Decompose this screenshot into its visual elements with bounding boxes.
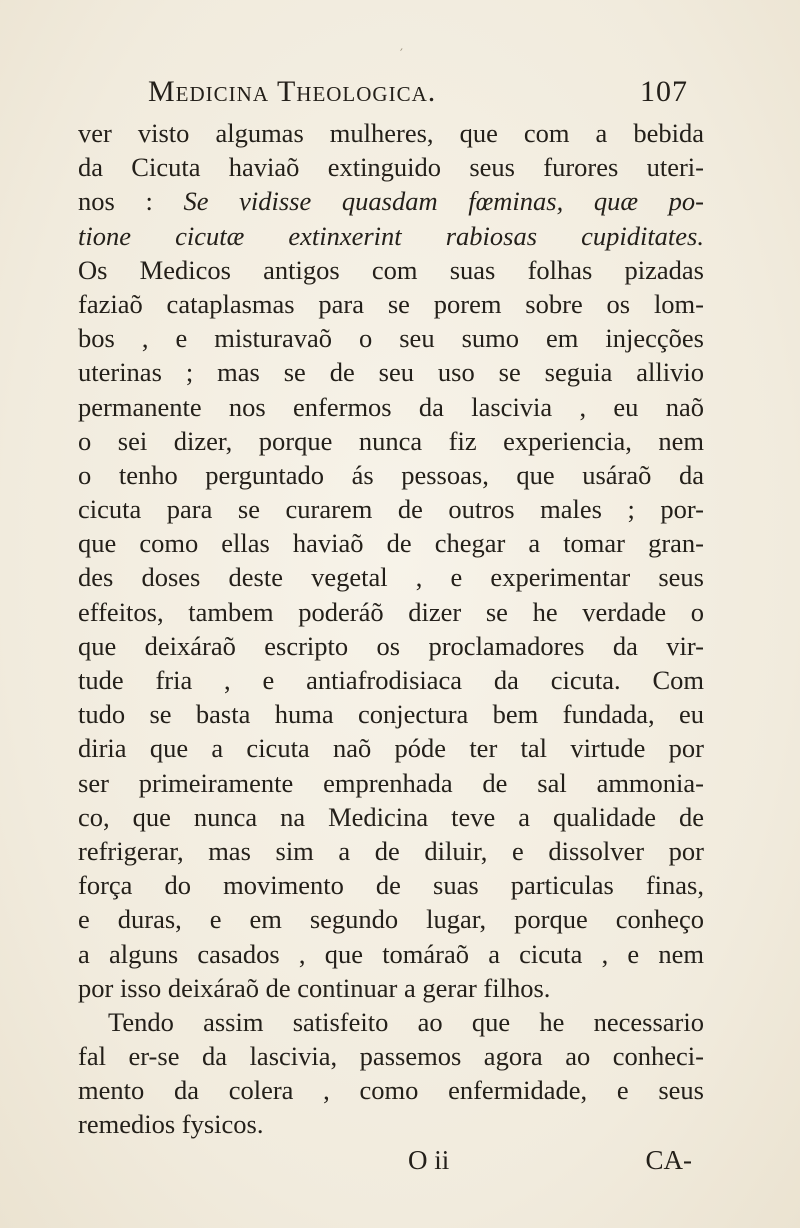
text-line: nos : Se vidisse quasdam fœminas, quæ po- — [78, 186, 704, 217]
running-title: Medicina Theologica. — [148, 75, 437, 108]
text-line: fal er-se da lascivia, passemos agora ao conheci- — [78, 1041, 704, 1072]
body-text — [78, 116, 704, 1142]
text-line: por isso deixáraõ de continuar a gerar filhos. — [78, 972, 551, 1003]
text-line: des doses deste vegetal , e experimentar seus — [78, 562, 704, 593]
text-line: que como ellas haviaõ de chegar a tomar gran- — [78, 528, 704, 559]
text-line: faziaõ cataplasmas para se porem sobre os lom- — [78, 288, 704, 319]
text-line: diria que a cicuta naõ póde ter tal virtude por — [78, 733, 704, 764]
signature-mark: O ii — [408, 1145, 450, 1175]
running-header — [148, 72, 688, 112]
text-line: o sei dizer, porque nunca fiz experiencia, nem — [78, 425, 704, 456]
text-line: o tenho perguntado ás pessoas, que usáraõ da — [78, 459, 704, 490]
text-line: cicuta para se curarem de outros males ; por- — [78, 494, 704, 525]
text-line: e duras, e em segundo lugar, porque conheço — [78, 904, 704, 935]
text-line: que deixáraõ escripto os proclamadores da vir- — [78, 630, 704, 661]
text-line: tione cicutæ extinxerint rabiosas cupiditates. — [78, 220, 704, 251]
text-line: permanente nos enfermos da lascivia , eu naõ — [78, 391, 704, 422]
text-line: tudo se basta huma conjectura bem fundada, eu — [78, 699, 704, 730]
text-line: effeitos, tambem poderáõ dizer se he verdade o — [78, 596, 704, 627]
page-number: 107 — [640, 75, 688, 108]
text-line: tude fria , e antiafrodisiaca da cicuta. Com — [78, 665, 704, 695]
text-line: ver visto algumas mulheres, que com a bebida — [78, 118, 704, 148]
text-line: mento da colera , como enfermidade, e seus — [78, 1075, 704, 1106]
text-line: Tendo assim satisfeito ao que he necessario — [108, 1006, 704, 1037]
text-line: remedios fysicos. — [78, 1109, 264, 1140]
text-line: a alguns casados , que tomáraõ a cicuta , e nem — [78, 938, 704, 969]
text-line: Os Medicos antigos com suas folhas pizadas — [78, 254, 704, 285]
page-footer — [78, 1140, 704, 1180]
text-line: uterinas ; mas se de seu uso se seguia allivio — [78, 357, 704, 388]
text-line: refrigerar, mas sim a de diluir, e dissolver por — [78, 835, 704, 866]
top-mark: ′ — [400, 47, 403, 62]
text-line: ser primeiramente emprenhada de sal ammonia- — [78, 767, 704, 798]
text-line: da Cicuta haviaõ extinguido seus furores uteri- — [78, 152, 704, 183]
text-line: força do movimento de suas particulas finas, — [78, 870, 704, 901]
catchword: CA- — [645, 1145, 692, 1175]
text-line: co, que nunca na Medicina teve a qualidade de — [78, 801, 704, 832]
text-line: bos , e misturavaõ o seu sumo em injecções — [78, 323, 704, 354]
